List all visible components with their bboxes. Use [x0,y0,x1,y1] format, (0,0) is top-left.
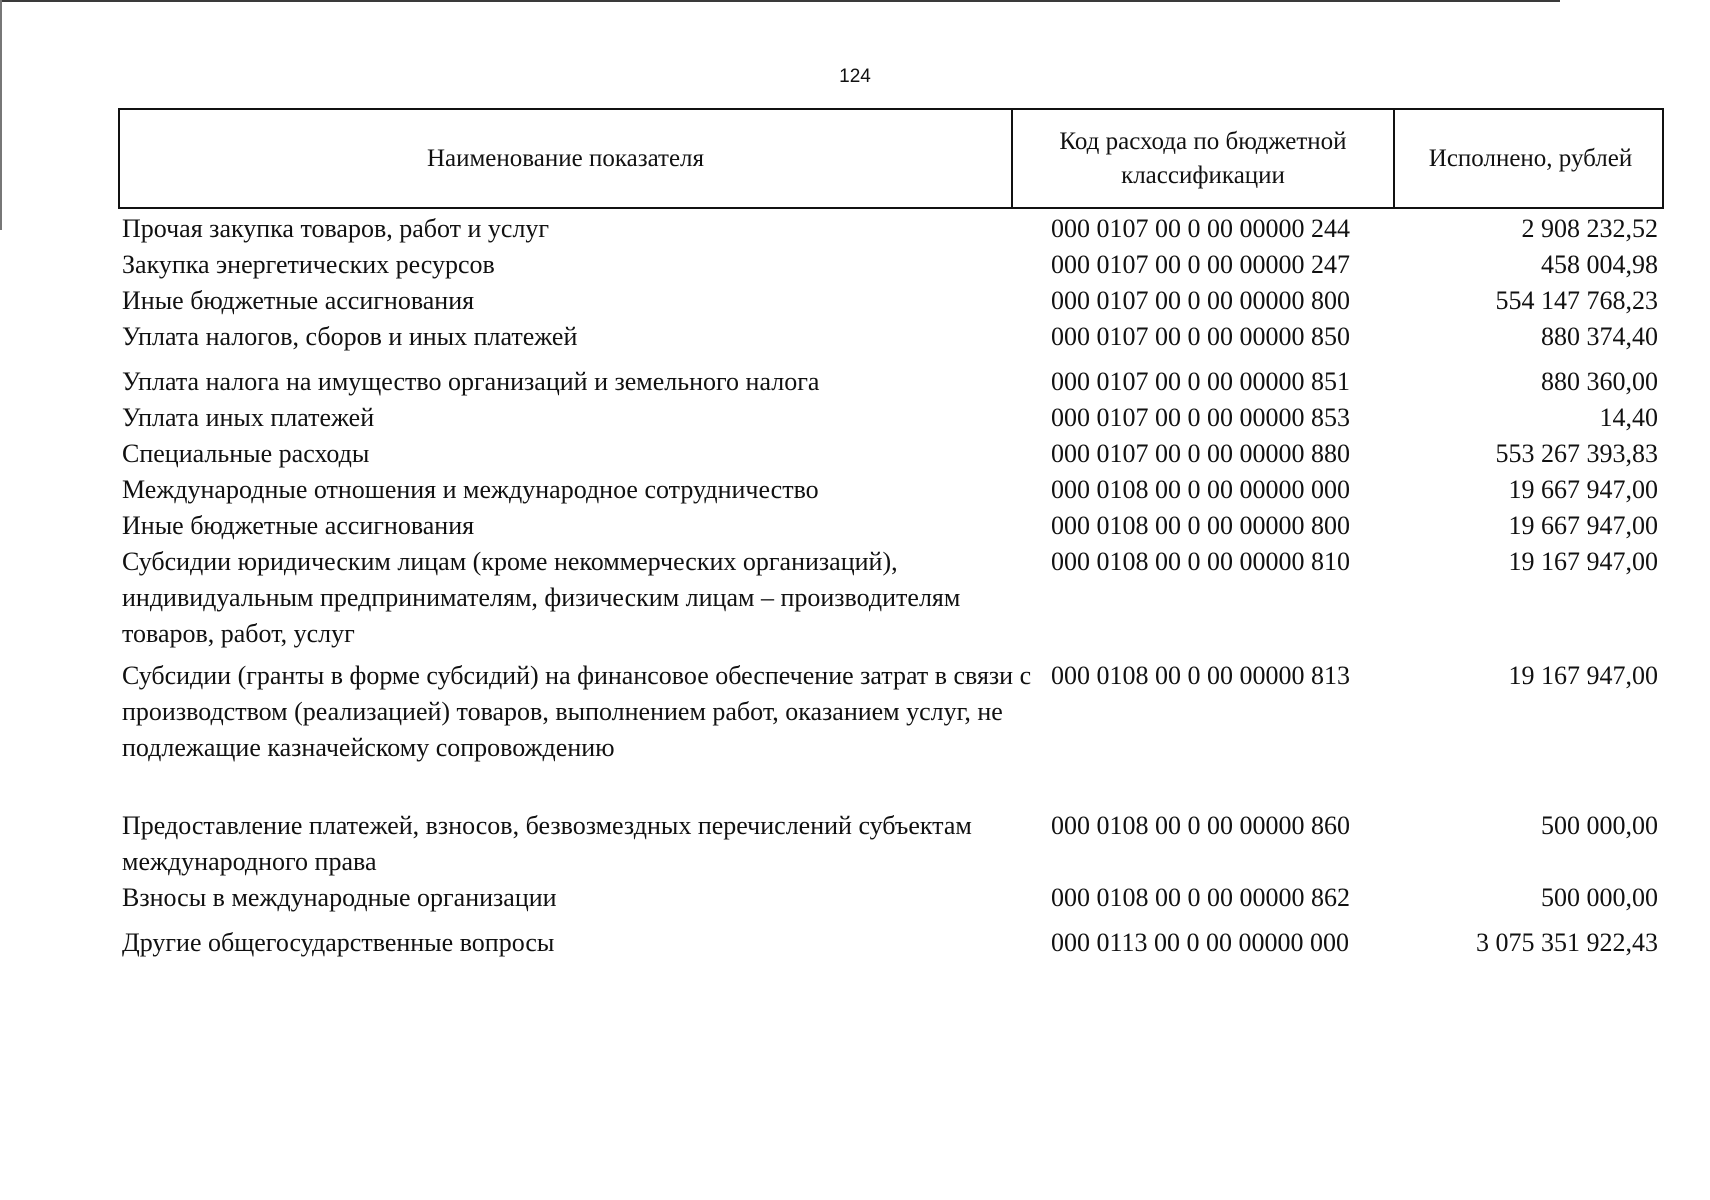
row-code: 000 0108 00 0 00 00000 813 [1051,661,1350,690]
row-name: Взносы в международные организации [122,883,557,912]
row-name: Иные бюджетные ассигнования [122,511,475,540]
row-amount: 554 147 768,23 [1495,286,1658,315]
row-code: 000 0107 00 0 00 00000 800 [1051,286,1350,315]
row-code: 000 0108 00 0 00 00000 000 [1051,475,1350,504]
table-row [118,925,1664,961]
table-row [118,880,1664,916]
page-number: 124 [839,66,871,87]
row-code: 000 0113 00 0 00 00000 000 [1051,928,1350,957]
row-amount: 19 667 947,00 [1508,475,1658,504]
budget-table [118,108,1664,961]
table-row [118,319,1664,355]
row-name: Предоставление платежей, взносов, безвозмездных перечислений субъектам международного права [122,811,972,876]
row-amount: 19 167 947,00 [1508,547,1658,576]
row-code: 000 0108 00 0 00 00000 862 [1051,883,1350,912]
table-row [118,247,1664,283]
row-code: 000 0107 00 0 00 00000 850 [1051,322,1350,351]
row-name: Субсидии юридическим лицам (кроме некоммерческих организаций), индивидуальным предпринимателям, физическим лицам – производителям товаров, работ, услуг [122,547,961,648]
row-code: 000 0108 00 0 00 00000 860 [1051,811,1350,840]
header-amount: Исполнено, рублей [1393,110,1666,207]
row-code: 000 0107 00 0 00 00000 880 [1051,439,1350,468]
row-amount: 458 004,98 [1541,250,1658,279]
row-amount: 500 000,00 [1541,811,1658,840]
header-code: Код расхода по бюджетной классификации [1011,110,1393,207]
row-code: 000 0107 00 0 00 00000 853 [1051,403,1350,432]
table-header [118,108,1664,209]
row-name: Уплата налога на имущество организаций и земельного налога [122,367,820,396]
row-code: 000 0108 00 0 00 00000 800 [1051,511,1350,540]
row-amount: 3 075 351 922,43 [1476,928,1658,957]
row-name: Другие общегосударственные вопросы [122,928,555,957]
table-row [118,808,1664,880]
table-row [118,400,1664,436]
row-amount: 553 267 393,83 [1495,439,1658,468]
row-name: Иные бюджетные ассигнования [122,286,475,315]
row-amount: 880 360,00 [1541,367,1658,396]
row-amount: 2 908 232,52 [1521,214,1658,243]
table-body [118,211,1664,961]
table-row [118,211,1664,247]
row-amount: 500 000,00 [1541,883,1658,912]
table-row [118,283,1664,319]
row-code: 000 0107 00 0 00 00000 851 [1051,367,1350,396]
row-amount: 19 167 947,00 [1508,661,1658,690]
table-row [118,364,1664,400]
scan-edge-left [0,0,2,230]
row-name: Субсидии (гранты в форме субсидий) на финансовое обеспечение затрат в связи с производством (реализацией) товаров, выполнением работ, оказанием услуг, не подлежащие казначейскому сопровождению [122,661,1032,762]
row-name: Международные отношения и международное сотрудничество [122,475,819,504]
table-row [118,544,1664,652]
row-amount: 880 374,40 [1541,322,1658,351]
row-name: Прочая закупка товаров, работ и услуг [122,214,550,243]
row-name: Специальные расходы [122,439,370,468]
row-amount: 19 667 947,00 [1508,511,1658,540]
table-row [118,508,1664,544]
table-row [118,436,1664,472]
scan-edge-top [0,0,1560,2]
header-name: Наименование показателя [426,144,705,172]
row-code: 000 0107 00 0 00 00000 247 [1051,250,1350,279]
row-name: Уплата налогов, сборов и иных платежей [122,322,578,351]
row-name: Закупка энергетических ресурсов [122,250,495,279]
row-code: 000 0108 00 0 00 00000 810 [1051,547,1350,576]
row-name: Уплата иных платежей [122,403,375,432]
table-row [118,472,1664,508]
row-amount: 14,40 [1599,403,1658,432]
row-code: 000 0107 00 0 00 00000 244 [1051,214,1350,243]
table-row [118,658,1664,766]
